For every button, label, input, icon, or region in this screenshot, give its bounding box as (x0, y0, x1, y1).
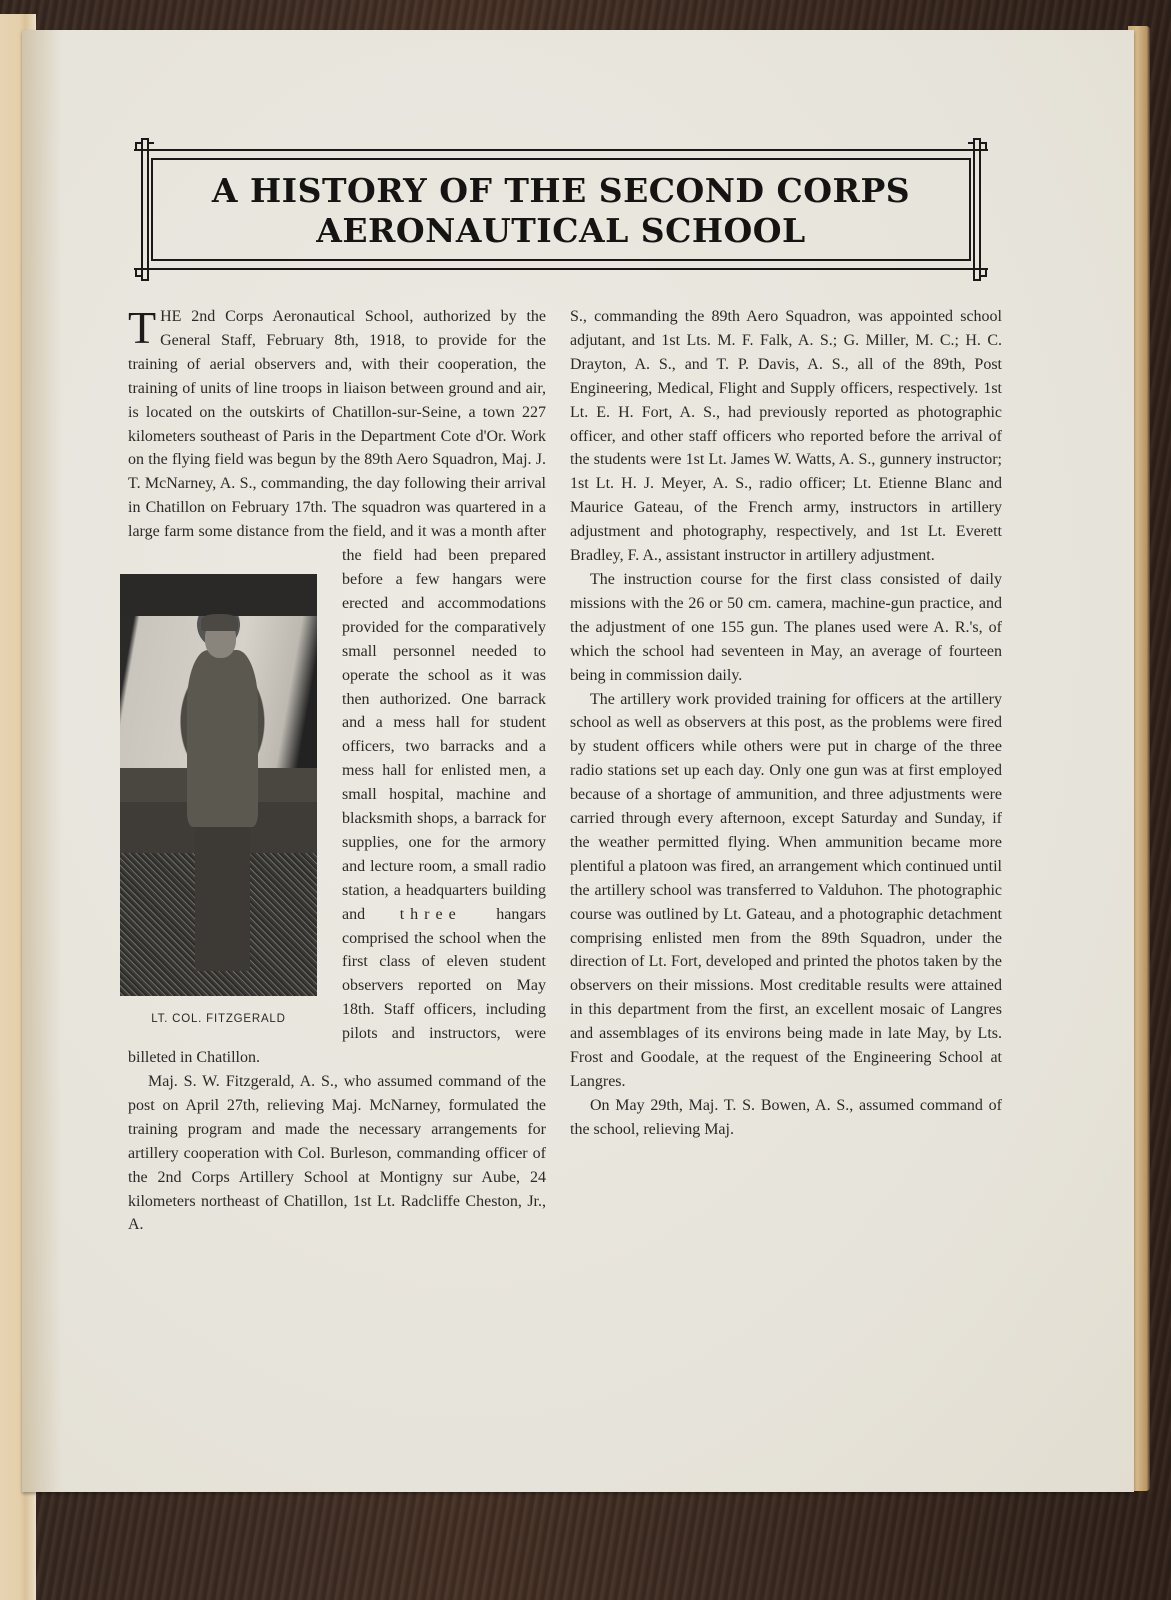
intro-text: HE 2nd Corps Aeronautical School, authorized by the General Staff, February 8th, 1918, to provide for the training of aerial observers and, with their cooperation, the training of units of line troops in liaison between ground and air, is located on the outskirts of Chatillon-sur-Seine, a town 227 kilometers southeast of Paris in the Department Cote d'Or. Work on the flying field was begun by the 89th Aero Squadron, Maj. J. T. McNarney, A. S., commanding, the day following their arrival in Chatillon on February 17th. The squadron was quartered in a large farm some distance from the field, and it was a month after the field (128, 308, 546, 565)
photo-figure (120, 544, 330, 1036)
gutter-shadow (22, 30, 62, 1492)
wrap-text-end: hangars comprised the school when the first class of eleven student observers reported on May 18th. Staff officers, including pilots and instructors, were billeted in Chatillon. (128, 905, 547, 1067)
photo-figure-body (187, 650, 258, 827)
spaced-word: three (399, 905, 462, 923)
photo-figure-legs (195, 819, 250, 971)
title-frame (130, 137, 992, 282)
paragraph-intro (128, 302, 547, 1070)
left-column (128, 302, 547, 1237)
paragraph-bowen: On May 29th, Maj. T. S. Bowen, A. S., assumed command of the school, relieving Maj. (570, 1096, 1002, 1138)
paragraph-artillery: The artillery work provided training for officers at the artillery school as well as observers at this post, as the problems were fired by student officers while others were put in charge of the three radio stations set up each day. Only one gun was at first employed because of a shortage of ammunition, and three adjustments were carried through every afternoon, except Saturday and Sunday, if the weather permitted flying. When ammunition became more plentiful a platoon was fired, an arrangement which continued until the artillery school was transferred to Valduhon. The photographic course was outlined by Lt. Gateau, and a photographic detachment comprising enlisted men from the 89th Squadron, under the direction of Lt. Fort, developed and printed the photos taken by the observers on their missions. Most creditable results were attained in this department from the first, an excellent mosaic of Langres and assemblages of its environs being made in late May, by Lts. Frost and Goodale, at the request of the Engineering School at Langres. (570, 690, 1002, 1090)
photo-sky (120, 574, 317, 616)
title-line-1: A HISTORY OF THE SECOND CORPS (211, 171, 911, 210)
right-column (570, 305, 1002, 1142)
paragraph-instruction: The instruction course for the first class consisted of daily missions with the 26 or 50 cm. camera, machine-gun practice, and the adjustment of one 155 gun. The planes used were A. R.'s, of which the school had seventeen in May, an average of fourteen being in commission daily. (570, 570, 1002, 684)
wrap-text: had been prepared before a few hangars were erected and accommodations provided for the comparatively small personnel needed to operate the school as it was then authorized. One barrack and a mess hall for student officers, two barracks and a mess hall for enlisted men, a small hospital, machine and blacksmith shops, a barrack for supplies, one for the armory and lecture room, a small radio station, a headquarters building and (342, 547, 547, 923)
photo-lt-col-fitzgerald (120, 574, 317, 996)
page-title (130, 171, 992, 251)
paragraph-fitzgerald: Maj. S. W. Fitzgerald, A. S., who assumed command of the post on April 27th, relieving Maj. McNarney, formulated the training program and made the necessary arrangements for artillery cooperation with Col. Burleson, commanding officer of the 2nd Corps Artillery School at Montigny sur Aube, 24 kilometers northeast of Chatillon, 1st Lt. Radcliffe Cheston, Jr., A. (128, 1073, 546, 1234)
paragraph-staff: S., commanding the 89th Aero Squadron, was appointed school adjutant, and 1st Lts. M. F. Falk, A. S.; G. Miller, M. C.; H. C. Drayton, A. S., and T. P. Davis, A. S., all of the 89th, Post Engineering, Medical, Flight and Supply officers, respectively. 1st Lt. E. H. Fort, A. S., had previously reported as photographic officer, and other staff officers who reported before the arrival of the students were 1st Lt. James W. Watts, A. S., gunnery instructor; 1st Lt. H. J. Meyer, A. S., radio officer; Lt. Etienne Blanc and Maurice Gateau, of the French army, instructors in artillery adjustment and photography, respectively, and 1st Lt. Everett Bradley, F. A., assistant instructor in artillery adjustment. (570, 308, 1002, 565)
drop-cap: T (128, 302, 157, 353)
photo-caption: LT. COL. FITZGERALD (151, 1013, 286, 1026)
title-line-2: AERONAUTICAL SCHOOL (316, 211, 806, 250)
photo-figure-cap (201, 614, 238, 631)
